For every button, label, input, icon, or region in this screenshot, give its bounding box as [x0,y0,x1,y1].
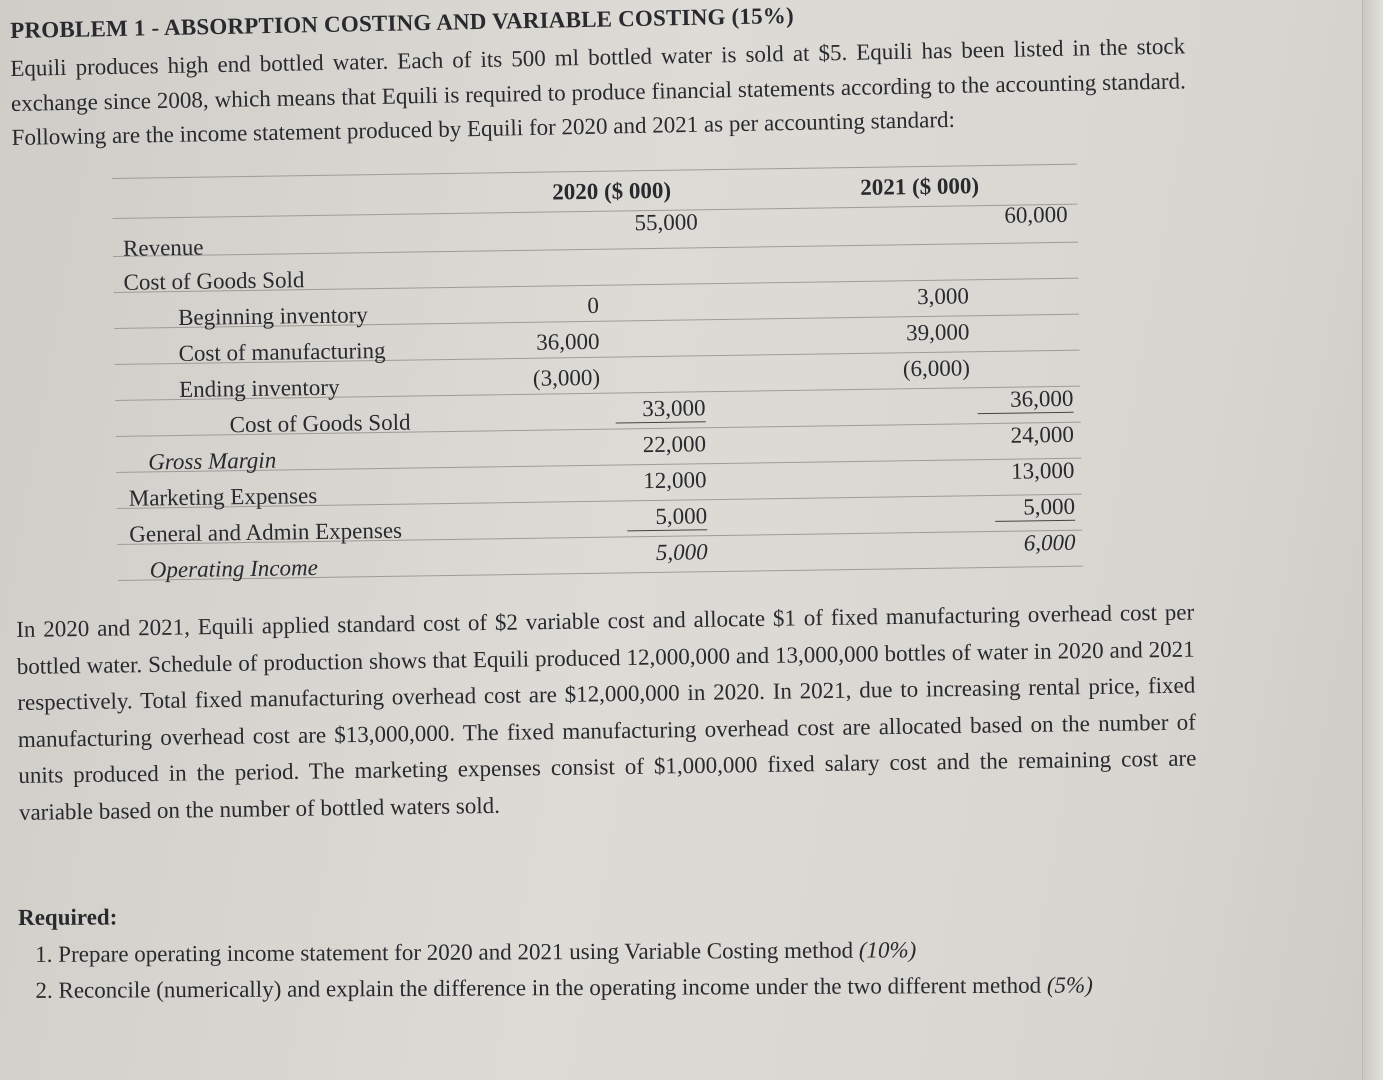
problem-title: PROBLEM 1 - ABSORPTION COSTING AND VARIABLE COSTING (15%) [10,2,795,43]
revenue-2020: 55,000 [634,209,698,236]
row-label-marketing-expenses: Marketing Expenses [128,482,318,511]
cost-paragraph: In 2020 and 2021, Equili applied standard cost of $2 variable cost and allocate $1 of fixed manufacturing overhead cost per bottled water. Schedule of production shows that Equili produced 12,000,000 and 13,000,000 bottles of water in 2020 and 2021 respectively. Total fixed manufacturing overhead cost are $12,000,000 in 2020. In 2021, due to increasing rental price, fixed manufacturing overhead cost are $13,000,000. The fixed manufacturing overhead cost are allocated based on the number of units produced in the period. The marketing expenses consist of $1,000,000 fixed salary cost and the remaining cost are variable based on the number of bottled waters sold. [16,599,1197,825]
required-item-text: Prepare operating income statement for 2020 and 2021 using Variable Costing method [58,937,859,967]
page-edge [1362,0,1383,1080]
required-list [18,931,1203,1009]
column-header-2021: 2021 ($ 000) [860,173,980,200]
required-item-1 [58,931,1203,973]
intro-paragraph: Equili produces high end bottled water. Each of its 500 ml bottled water is sold at $5. Equili has been listed in the stock exchange since 2008, which means that Equili is required to produce financial statements according to the accounting standard. Following are the income statement produced by Equili for 2020 and 2021 as per accounting standard: [10,33,1187,150]
revenue-2021: 60,000 [1004,201,1068,228]
required-section [18,899,1204,1009]
ending-inventory-2020: (3,000) [532,364,601,391]
row-label-general-admin: General and Admin Expenses [129,517,403,547]
gross-margin-2020: 22,000 [642,431,707,458]
column-header-2020: 2020 ($ 000) [552,177,672,205]
row-label-revenue: Revenue [122,234,204,261]
row-label-cost-of-manufacturing: Cost of manufacturing [178,337,386,367]
row-label-cogs-total: Cost of Goods Sold [229,409,411,438]
marketing-expenses-2020: 12,000 [643,467,707,494]
row-label-cogs-header: Cost of Goods Sold [123,267,305,295]
operating-income-2021: 6,000 [1023,529,1076,556]
row-label-beginning-inventory: Beginning inventory [177,302,368,331]
required-item-weight: (5%) [1046,972,1093,998]
row-label-operating-income: Operating Income [149,554,318,583]
cogs-total-2021: 36,000 [977,386,1073,414]
required-item-text: Reconcile (numerically) and explain the difference in the operating income under the two different method [58,972,1047,1003]
ending-inventory-2021: (6,000) [902,355,971,382]
general-admin-2021: 5,000 [995,494,1075,522]
beginning-inventory-2021: 3,000 [916,283,970,310]
gross-margin-2021: 24,000 [1010,421,1075,448]
intro-text [10,29,1187,155]
cost-information [16,595,1197,831]
marketing-expenses-2021: 13,000 [1011,457,1075,484]
row-label-ending-inventory: Ending inventory [178,374,340,403]
required-item-weight: (10%) [858,937,917,963]
cost-of-manufacturing-2020: 36,000 [536,328,600,355]
required-item-2 [58,967,1203,1009]
operating-income-2020: 5,000 [655,539,708,565]
row-label-gross-margin: Gross Margin [148,447,277,475]
income-statement-table [112,164,1083,583]
table-rule [113,242,1078,257]
general-admin-2020: 5,000 [627,503,707,531]
required-heading: Required: [18,904,118,930]
cogs-total-2020: 33,000 [615,395,705,423]
beginning-inventory-2020: 0 [587,292,600,318]
cost-of-manufacturing-2021: 39,000 [905,319,970,346]
